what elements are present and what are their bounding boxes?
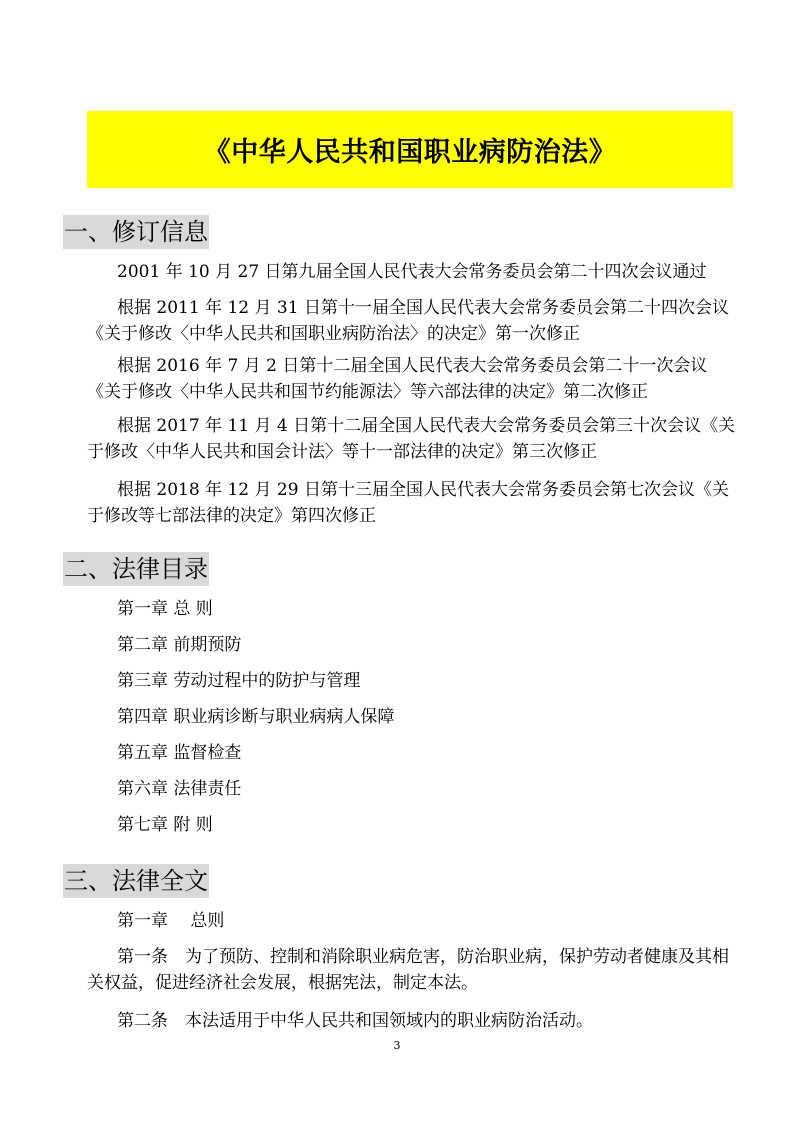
article-paragraph: 第一条 为了预防、控制和消除职业病危害，防治职业病，保护劳动者健康及其相关权益，促进经济社会发展，根据宪法，制定本法。 — [87, 947, 729, 993]
section-heading-full-text: 三、法律全文 — [63, 864, 209, 898]
toc-item: 第一章 总 则 — [117, 599, 213, 619]
section-heading-table-of-contents: 二、法律目录 — [63, 552, 209, 586]
revision-paragraph: 根据 2016 年 7 月 2 日第十二届全国人民代表大会常务委员会第二十一次会议《关于修改〈中华人民共和国节约能源法〉等六部法律的决定》第二次修正 — [87, 356, 708, 402]
revision-paragraph: 根据 2011 年 12 月 31 日第十一届全国人民代表大会常务委员会第二十四次会议《关于修改〈中华人民共和国职业病防治法〉的决定》第一次修正 — [87, 298, 729, 344]
chapter-title: 第一章 总则 — [117, 911, 225, 931]
page-number: 3 — [393, 1039, 401, 1052]
document-title: 《中华人民共和国职业病防治法》 — [203, 137, 617, 168]
article-paragraph: 第二条 本法适用于中华人民共和国领域内的职业病防治活动。 — [117, 1011, 593, 1031]
toc-item: 第六章 法律责任 — [117, 779, 242, 799]
revision-paragraph: 2001 年 10 月 27 日第九届全国人民代表大会常务委员会第二十四次会议通过 — [117, 262, 707, 282]
toc-item: 第四章 职业病诊断与职业病病人保障 — [117, 707, 395, 727]
toc-item: 第三章 劳动过程中的防护与管理 — [117, 671, 361, 691]
toc-item: 第五章 监督检查 — [117, 743, 242, 763]
section-heading-revision-info: 一、修订信息 — [63, 215, 209, 249]
title-banner — [87, 111, 733, 188]
toc-item: 第二章 前期预防 — [117, 635, 242, 655]
toc-item: 第七章 附 则 — [117, 815, 213, 835]
revision-paragraph: 根据 2018 年 12 月 29 日第十三届全国人民代表大会常务委员会第七次会议《关于修改等七部法律的决定》第四次修正 — [87, 480, 729, 526]
revision-paragraph: 根据 2017 年 11 月 4 日第十二届全国人民代表大会常务委员会第三十次会议《关于修改〈中华人民共和国会计法〉等十一部法律的决定》第三次修正 — [87, 416, 736, 462]
